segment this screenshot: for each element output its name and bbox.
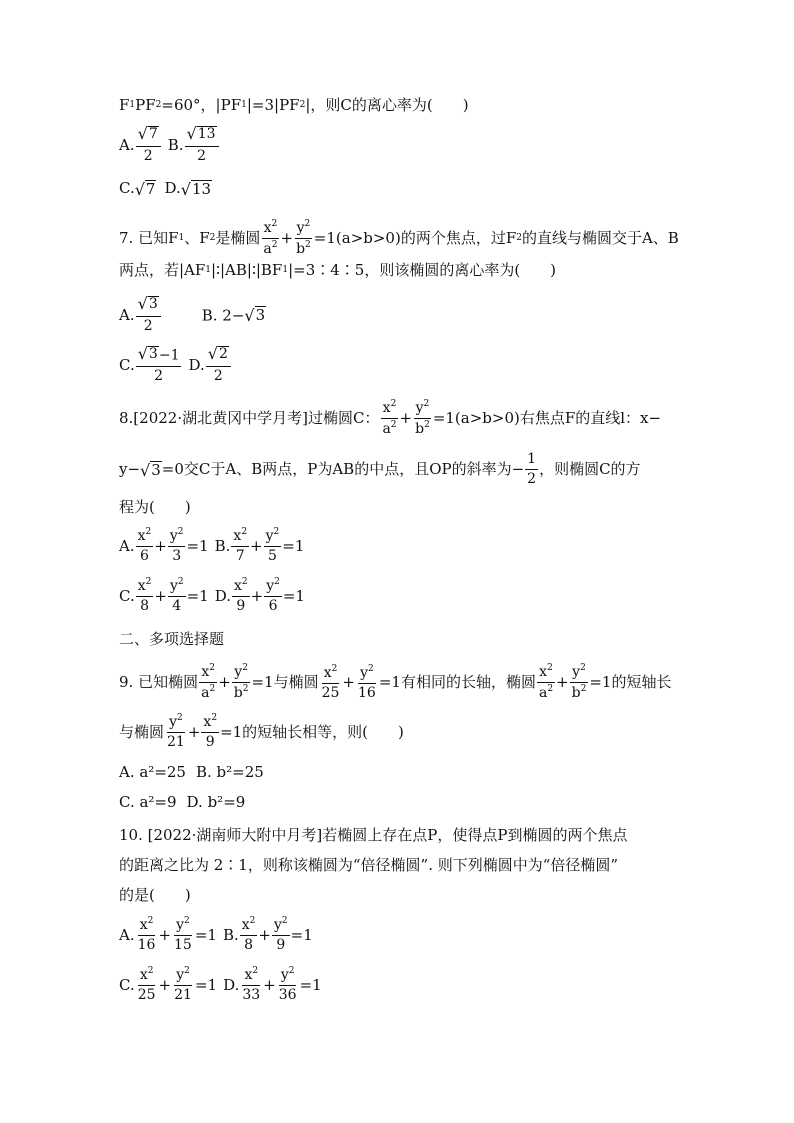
q8-option-d[interactable]: $\frac{x^2}{9}$ + $\frac{y^2}{6}$ =1 [233,577,305,615]
q7-stem-line1: 7. 已知F 1 、F 2 是椭圆 $\frac{x^2}{a^2}$ + $\frac{y^2}{b^2}$ =1(a>b>0)的两个焦点，过F 2 的直线与椭圆交于A、B [119,219,679,258]
q6-condition-line: F 1 PF 2 =60°，|PF 1 |=3|PF 2 |，则C的离心率为( ) [119,96,469,114]
q10-stem-line1: 10. [2022·湖南师大附中月考]若椭圆上存在点P，使得点P到椭圆的两个焦点 [119,826,628,844]
q9-option-c[interactable]: C. a²=9 [119,793,177,811]
q8-option-b[interactable]: $\frac{x^2}{7}$ + $\frac{y^2}{5}$ =1 [233,527,305,565]
q10-option-b[interactable]: $\frac{x^2}{8}$ + $\frac{y^2}{9}$ =1 [241,916,313,954]
q8-option-a[interactable]: $\frac{x^2}{6}$ + $\frac{y^2}{3}$ =1 [137,527,209,565]
q10-option-d[interactable]: $\frac{x^2}{33}$ + $\frac{y^2}{36}$ =1 [242,966,322,1004]
q8-stem-line2: y− √ 3 =0交C于A、B两点，P为AB的中点，且OP的斜率为− $\frac{1}{2}$ ，则椭圆C的方 [119,451,641,488]
section-title: 二、多项选择题 [119,630,225,648]
q7-options-ab: A. √ 3 2 B. 2− √ 3 [119,294,266,334]
q9-option-a[interactable]: A. a²=25 [119,763,186,781]
q6-options-ab: A. √ 7 2 B. √ 13 2 [119,126,220,164]
q7-option-a[interactable]: √ 3 2 [136,296,161,334]
q9-stem-line2: 与椭圆 $\frac{y^2}{21}$ + $\frac{x^2}{9}$ =1的短轴长相等，则( ) [119,713,404,751]
q7-stem-line2: 两点，若|AF 1 |∶|AB|∶|BF 1 |=3∶4∶5，则该椭圆的离心率为( ) [119,261,557,279]
q7-option-b[interactable]: B. 2− √ 3 [201,305,266,325]
q9-options-cd [119,795,245,810]
q9-option-d[interactable]: D. b²=9 [186,793,246,811]
q10-option-c[interactable]: $\frac{x^2}{25}$ + $\frac{y^2}{21}$ =1 [137,966,218,1004]
q8-options-ab: A. $\frac{x^2}{6}$ + $\frac{y^2}{3}$ =1 B. $\frac{x^2}{7}$ + $\frac{y^2}{5}$ =1 [119,527,305,565]
q7-option-d[interactable]: √ 2 2 [206,346,231,384]
q10-stem-line2: 的距离之比为 2∶1，则称该椭圆为“倍径椭圆”. 则下列椭圆中为“倍径椭圆” [119,856,619,874]
q6-option-a[interactable]: √ 7 2 [136,126,161,164]
q7-options-cd: C. √ 3 −1 2 D. √ 2 2 [119,346,232,384]
q8-stem-line1: 8.[2022·湖北黄冈中学月考]过椭圆C： $\frac{x^2}{a^2}$ + $\frac{y^2}{b^2}$ =1(a>b>0)右焦点F的直线l：x− [119,399,662,438]
q10-options-ab: A. $\frac{x^2}{16}$ + $\frac{y^2}{15}$ =1 B. $\frac{x^2}{8}$ + $\frac{y^2}{9}$ =1 [119,916,313,954]
q9-option-b[interactable]: B. b²=25 [195,763,264,781]
q6-option-d[interactable]: √ 13 [180,179,212,199]
q10-options-cd: C. $\frac{x^2}{25}$ + $\frac{y^2}{21}$ =1 D. $\frac{x^2}{33}$ + $\frac{y^2}{36}$ =1 [119,966,322,1004]
q6-option-c[interactable]: √ 7 [134,179,156,199]
q8-options-cd: C. $\frac{x^2}{8}$ + $\frac{y^2}{4}$ =1 D. $\frac{x^2}{9}$ + $\frac{y^2}{6}$ =1 [119,577,305,615]
q9-stem-line1: 9. 已知椭圆 $\frac{x^2}{a^2}$ + $\frac{y^2}{b^2}$ =1与椭圆 $\frac{x^2}{25}$ + $\frac{y^2}{16}$ =1有相同的长轴，椭圆 $\frac{x^2}{a^2}$ + $\frac{y^2}{b^2}$ =1的短轴长 [119,663,672,702]
q9-options-ab [119,765,264,780]
q10-stem-line3: 的是( ) [119,886,191,904]
q7-option-c[interactable]: √ 3 −1 2 [137,344,180,384]
q6-option-b[interactable]: √ 13 2 [185,126,219,164]
q8-stem-line3: 程为( ) [119,498,191,516]
q10-option-a[interactable]: $\frac{x^2}{16}$ + $\frac{y^2}{15}$ =1 [137,916,217,954]
q6-options-cd: C. √ 7 D. √ 13 [119,179,212,199]
q8-option-c[interactable]: $\frac{x^2}{8}$ + $\frac{y^2}{4}$ =1 [137,577,209,615]
